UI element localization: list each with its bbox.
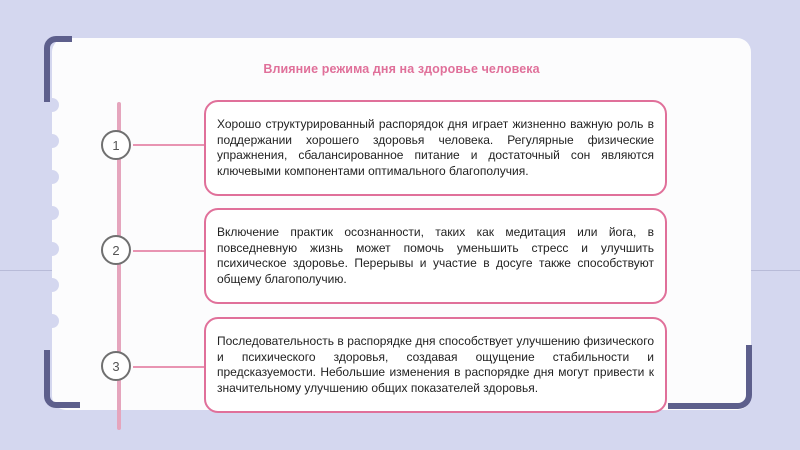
slide-title: Влияние режима дня на здоровье человека: [263, 62, 540, 76]
step-number-3: 3: [101, 351, 131, 381]
text-box-content: Хорошо структурированный распорядок дня играет жизненно важную роль в поддержании хорошего здоровья человека. Регулярные физические упражнения, сбалансированное питание и достаточный сон являются ключевыми компонентами оптимального благополучия.: [217, 117, 654, 178]
connector-line: [133, 144, 205, 146]
notebook-hole: [45, 206, 59, 220]
notebook-hole: [45, 314, 59, 328]
notebook-hole: [45, 242, 59, 256]
connector-line: [133, 366, 205, 368]
connector-line: [133, 250, 205, 252]
notebook-hole: [45, 278, 59, 292]
text-box-content: Последовательность в распорядке дня способствует улучшению физического и психического здоровья, создавая ощущение стабильности и предсказуемости. Небольшие изменения в распорядке дня могут привести к значительному улучшению общих показателей здоровья.: [217, 334, 654, 395]
notebook-hole: [45, 170, 59, 184]
notebook-hole: [45, 134, 59, 148]
text-box-3: [204, 317, 667, 413]
frame-corner-bottom-right: [668, 345, 752, 409]
text-box-content: Включение практик осознанности, таких как медитация или йога, в повседневную жизнь может помочь уменьшить стресс и улучшить психическое здоровье. Перерывы и участие в досуге также способствуют общему благополучию.: [217, 225, 654, 286]
frame-corner-bottom-left: [44, 350, 80, 408]
text-box-2: [204, 208, 667, 304]
step-number-1: 1: [101, 130, 131, 160]
step-number-2: 2: [101, 235, 131, 265]
text-box-1: [204, 100, 667, 196]
